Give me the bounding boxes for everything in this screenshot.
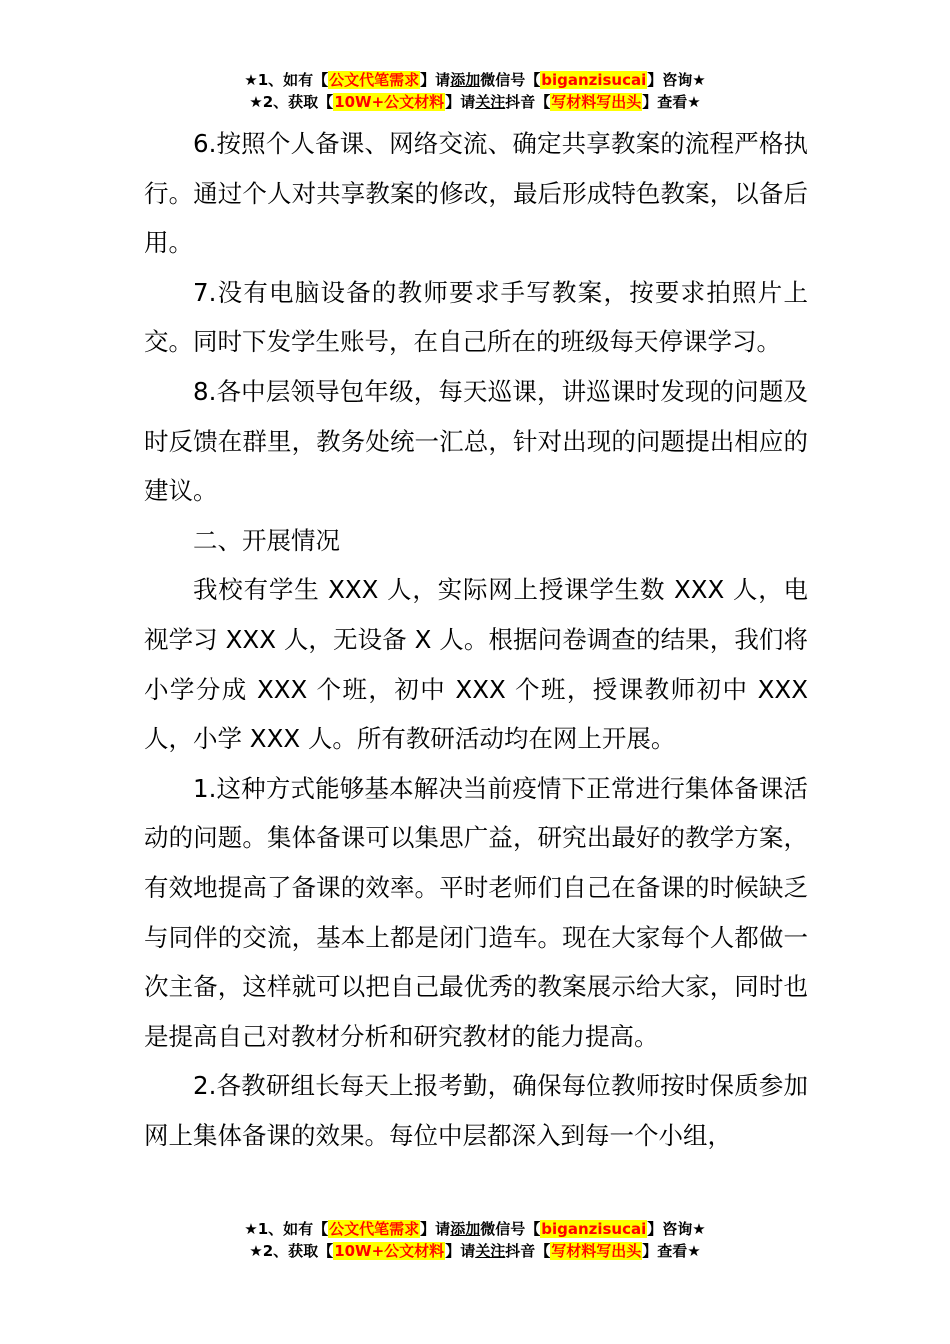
underlined-text: 添加 (450, 1220, 481, 1238)
paragraph-point-1: 1.这种方式能够基本解决当前疫情下正常进行集体备课活动的问题。集体备课可以集思广益，研究出最好的教学方案，有效地提高了备课的效率。平时老师们自己在备课的时候缺乏与同伴的交流，基本上都是闭门造车。现在大家每个人都做一次主备，这样就可以把自己最优秀的教案展示给大家，同时也是提高自己对教材分析和研究教材的能力提高。 (144, 773, 808, 1051)
promo-text: 】查看★ (642, 1242, 701, 1260)
promo-text: 抖音【 (505, 1242, 551, 1260)
paragraph-item-6: 6.按照个人备课、网络交流、确定共享教案的流程严格执行。通过个人对共享教案的修改，最后形成特色教案，以备后用。 (144, 129, 808, 258)
promo-text: 抖音【 (505, 93, 551, 111)
header-promo-banner (0, 69, 950, 113)
promo-text: 】请 (420, 1220, 451, 1238)
promo-text: 微信号【 (480, 1220, 541, 1238)
promo-text: 】请 (420, 71, 451, 89)
promo-text: ★2、获取【 (249, 1242, 334, 1260)
promo-line-1 (0, 1218, 950, 1240)
promo-text: ★1、如有【 (244, 71, 329, 89)
paragraph-overview: 我校有学生 XXX 人，实际网上授课学生数 XXX 人，电视学习 XXX 人，无设备 X 人。根据问卷调查的结果，我们将小学分成 XXX 个班，初中 XXX 个班，授课教师初中 XXX 人，小学 XXX 人。所有教研活动均在网上开展。 (144, 575, 808, 754)
promo-text: ★1、如有【 (244, 1220, 329, 1238)
paragraph-item-8: 8.各中层领导包年级，每天巡课，讲巡课时发现的问题及时反馈在群里，教务处统一汇总，针对出现的问题提出相应的建议。 (144, 376, 808, 506)
paragraph-point-2: 2.各教研组长每天上报考勤，确保每位教师按时保质参加网上集体备课的效果。每位中层都深入到每一个小组， (144, 1071, 808, 1150)
promo-text: 】查看★ (642, 93, 701, 111)
paragraph-item-7: 7.没有电脑设备的教师要求手写教案，按要求拍照片上交。同时下发学生账号，在自己所在的班级每天停课学习。 (144, 277, 808, 357)
highlight-text: 公文代笔需求 (329, 71, 420, 89)
underlined-text: 关注 (475, 1242, 506, 1260)
highlight-text: biganzisucai (541, 1220, 647, 1238)
promo-text: 】请 (445, 1242, 476, 1260)
highlight-text: 写材料写出头 (551, 93, 642, 111)
underlined-text: 添加 (450, 71, 481, 89)
highlight-text: 10W+公文材料 (334, 93, 445, 111)
promo-text: 微信号【 (480, 71, 541, 89)
highlight-text: biganzisucai (541, 71, 647, 89)
highlight-text: 公文代笔需求 (329, 1220, 420, 1238)
promo-line-1 (0, 69, 950, 91)
promo-text: ★2、获取【 (249, 93, 334, 111)
highlight-text: 写材料写出头 (551, 1242, 642, 1260)
promo-line-2 (0, 1240, 950, 1262)
highlight-text: 10W+公文材料 (334, 1242, 445, 1260)
promo-text: 】请 (445, 93, 476, 111)
promo-text: 】咨询★ (647, 1220, 706, 1238)
underlined-text: 关注 (475, 93, 506, 111)
promo-text: 】咨询★ (647, 71, 706, 89)
footer-promo-banner (0, 1218, 950, 1262)
document-body (144, 119, 808, 1160)
section-heading: 二、开展情况 (193, 525, 340, 555)
promo-line-2 (0, 91, 950, 113)
